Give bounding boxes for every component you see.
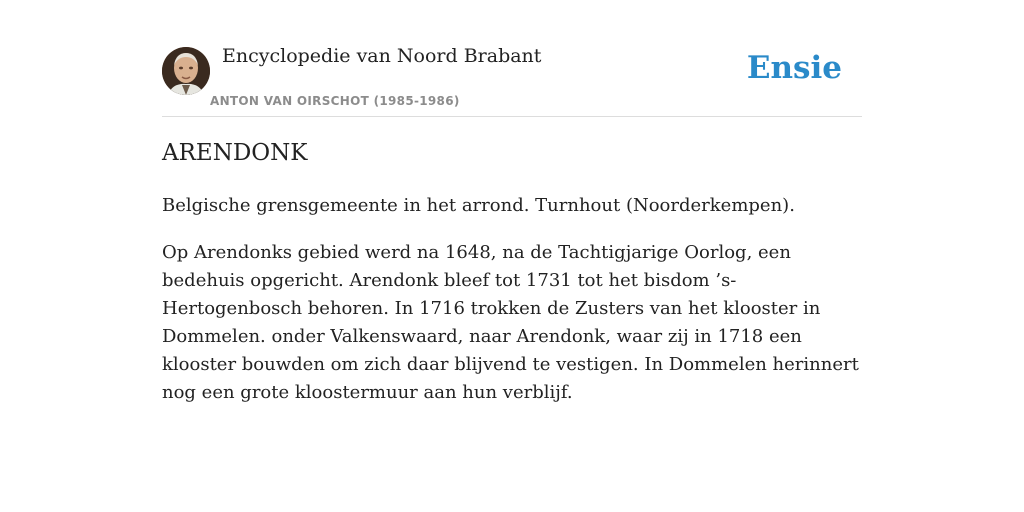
content-container	[162, 0, 862, 403]
book-title[interactable]: Encyclopedie van Noord Brabant	[222, 45, 542, 67]
author-name[interactable]: ANTON VAN OIRSCHOT (1985-1986)	[210, 94, 460, 108]
article-paragraph: Op Arendonks gebied werd na 1648, na de Tachtigjarige Oorlog, een bedehuis opgericht. Arendonk bleef tot 1731 tot het bisdom ’s-Hertogenbosch behoren. In 1716 trokken de Zusters van het klooster in Dommelen. onder Valkenswaard, naar Arendonk, waar zij in 1718 een klooster bouwden om zich daar blijvend te vestigen. In Dommelen herinnert nog een grote kloostermuur aan hun verblijf.	[162, 242, 859, 403]
article-title: ARENDONK	[162, 140, 308, 166]
avatar[interactable]	[162, 47, 210, 95]
article-paragraph: Belgische grensgemeente in het arrond. Turnhout (Noorderkempen).	[162, 195, 795, 216]
ensie-logo[interactable]: Ensie	[746, 50, 842, 86]
header	[162, 0, 862, 117]
author-portrait-icon	[162, 47, 210, 95]
